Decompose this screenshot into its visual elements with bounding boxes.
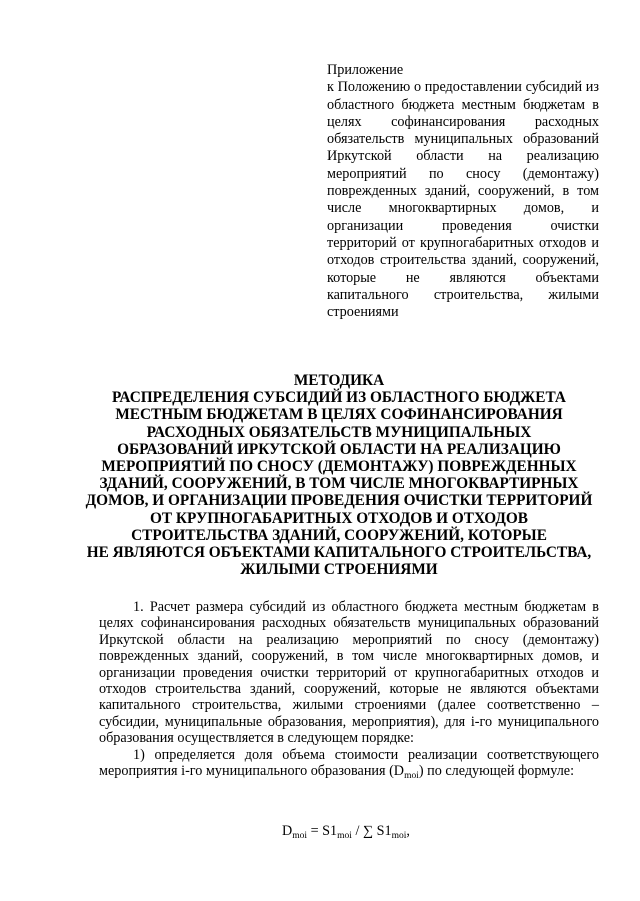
appendix-block: [327, 62, 599, 321]
formula: [282, 822, 410, 845]
title-line: СТРОИТЕЛЬСТВА ЗДАНИЙ, СООРУЖЕНИЙ, КОТОРЫЕ: [131, 526, 547, 544]
title-line: НЕ ЯВЛЯЮТСЯ ОБЪЕКТАМИ КАПИТАЛЬНОГО СТРОИТЕЛЬСТВА,: [86, 544, 592, 562]
title-line: ДОМОВ, И ОРГАНИЗАЦИИ ПРОВЕДЕНИЯ ОЧИСТКИ ТЕРРИТОРИЙ: [85, 492, 593, 510]
formula-tail: ,: [406, 823, 410, 839]
title-line: РАСХОДНЫХ ОБЯЗАТЕЛЬСТВ МУНИЦИПАЛЬНЫХ: [146, 423, 532, 441]
paragraph-1: 1. Расчет размера субсидий из областного бюджета местным бюджетам в целях софинансирования расходных обязательств муниципальных образований Иркутской области на реализацию мероприятий по сносу (демонтажу) поврежденных зданий, сооружений, в том числе многоквартирных домов, и организации проведения очистки территорий от крупногабаритных отходов и отходов строительства зданий, сооружений, которые не являются объектами капитального строительства, жилыми строениями (далее соответственно – субсидии, муниципальные образования, мероприятия), для i-го муниципального образования осуществляется в следующем порядке:: [99, 599, 599, 747]
paragraph-2: [99, 747, 599, 785]
formula-mid-subscript: moi: [337, 831, 352, 841]
title-line: ЖИЛЫМИ СТРОЕНИЯМИ: [240, 561, 438, 579]
appendix-text: к Положению о предоставлении субсидий из областного бюджета местным бюджетам в целях софинансирования расходных обязательств муниципальных образований Иркутской области на реализацию мероприятий по сносу (демонтажу) поврежденных зданий, сооружений, в том числе многоквартирных домов, и организации проведения очистки территорий от крупногабаритных отходов и отходов строительства зданий, сооружений, которые не являются объектами капитального строительства, жилыми строениями: [327, 79, 599, 321]
document-title: [84, 372, 594, 578]
title-line: ОТ КРУПНОГАБАРИТНЫХ ОТХОДОВ И ОТХОДОВ: [149, 509, 529, 527]
title-line: РАСПРЕДЕЛЕНИЯ СУБСИДИЙ ИЗ ОБЛАСТНОГО БЮДЖЕТА: [112, 389, 566, 407]
title-line: ЗДАНИЙ, СООРУЖЕНИЙ, В ТОМ ЧИСЛЕ МНОГОКВАРТИРНЫХ: [99, 475, 579, 493]
title-line: ОБРАЗОВАНИЙ ИРКУТСКОЙ ОБЛАСТИ НА РЕАЛИЗАЦИЮ: [117, 440, 561, 458]
appendix-title: Приложение: [327, 62, 404, 78]
formula-equals: = S1: [307, 823, 338, 839]
formula-divide: / ∑ S1: [351, 823, 392, 839]
document-body: [99, 599, 599, 784]
formula-lhs-subscript: moi: [292, 831, 308, 841]
paragraph-2-text: 1) определяется доля объема стоимости реализации соответствующего мероприятия i-го муниципального образования (D: [99, 746, 599, 780]
formula-lhs: D: [282, 823, 293, 839]
formula-rhs-subscript: moi: [391, 831, 407, 841]
title-line: МЕСТНЫМ БЮДЖЕТАМ В ЦЕЛЯХ СОФИНАНСИРОВАНИЯ: [115, 406, 563, 424]
paragraph-2-subscript: moi: [404, 771, 419, 782]
title-line: МЕРОПРИЯТИЙ ПО СНОСУ (ДЕМОНТАЖУ) ПОВРЕЖДЕННЫХ: [101, 458, 577, 476]
paragraph-2-tail: ) по следующей формуле:: [418, 763, 575, 780]
title-line: МЕТОДИКА: [293, 372, 385, 389]
